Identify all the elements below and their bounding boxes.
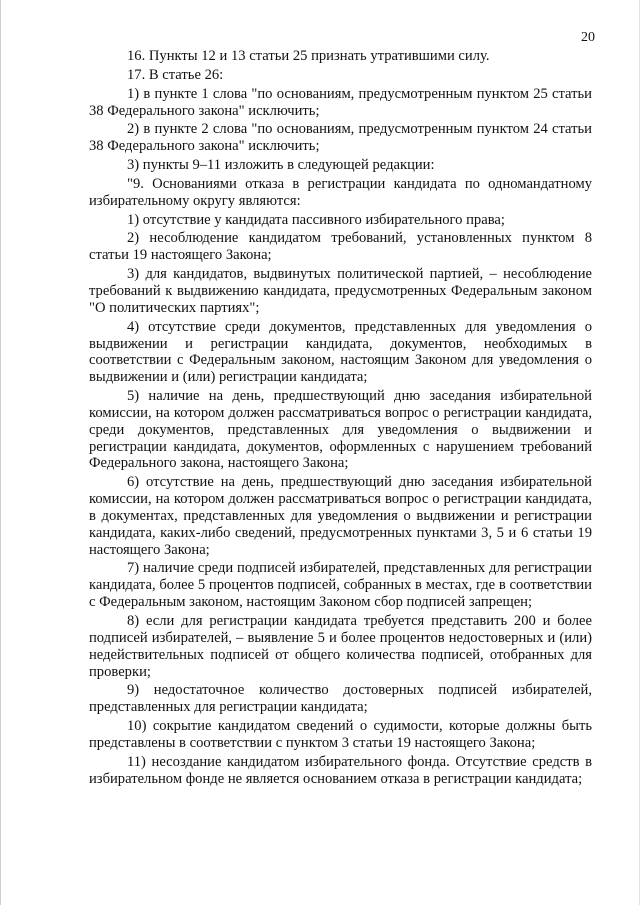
paragraph-ground-9: 9) недостаточное количество достоверных подписей избирателей, представленных для регистрации кандидата; [89, 682, 592, 716]
paragraph-ground-3: 3) для кандидатов, выдвинутых политической партией, – несоблюдение требований к выдвижению кандидата, предусмотренных Федеральным законом "О политических партиях"; [89, 266, 592, 316]
paragraph-point-9-intro: "9. Основаниями отказа в регистрации кандидата по одномандатному избирательному округу являются: [89, 175, 592, 209]
paragraph-ground-1: 1) отсутствие у кандидата пассивного избирательного права; [127, 211, 505, 228]
paragraph-subitem-3: 3) пункты 9–11 изложить в следующей редакции: [127, 157, 435, 174]
paragraph-ground-7: 7) наличие среди подписей избирателей, представленных для регистрации кандидата, более 5 процентов подписей, собранных в местах, где в соответствии с Федеральным законом, настоящим Законом сбор подписей запрещен; [89, 560, 592, 611]
paragraph-subitem-1: 1) в пункте 1 слова "по основаниям, предусмотренным пунктом 25 статьи 38 Федерального закона" исключить; [89, 85, 592, 119]
document-body [89, 48, 592, 789]
paragraph-ground-2: 2) несоблюдение кандидатом требований, установленных пунктом 8 статьи 19 настоящего Закона; [89, 230, 592, 264]
paragraph-ground-10: 10) сокрытие кандидатом сведений о судимости, которые должны быть представлены в соответствии с пунктом 3 статьи 19 настоящего Закона; [89, 718, 592, 751]
paragraph-ground-6: 6) отсутствие на день, предшествующий дню заседания избирательной комиссии, на котором должен рассматриваться вопрос о регистрации кандидата, в документах, представленных для уведомления о выдвижении и регистрации кандидата, каких-либо сведений, предусмотренных пунктами 3, 5 и 6 статьи 19 настоящего Закона; [89, 474, 592, 558]
paragraph-subitem-2: 2) в пункте 2 слова "по основаниям, предусмотренным пунктом 24 статьи 38 Федерального закона" исключить; [89, 121, 592, 155]
paragraph-ground-11: 11) несоздание кандидатом избирательного фонда. Отсутствие средств в избирательном фонде не является основанием отказа в регистрации кандидата; [89, 753, 592, 787]
paragraph-item-16: 16. Пункты 12 и 13 статьи 25 признать утратившими силу. [127, 48, 490, 64]
paragraph-item-17: 17. В статье 26: [127, 66, 224, 83]
page-number: 20 [581, 30, 595, 45]
paragraph-ground-8: 8) если для регистрации кандидата требуется представить 200 и более подписей избирателей, – выявление 5 и более процентов недостоверных и (или) недействительных подписей от общего количества подписей, отобранных для проверки; [89, 613, 592, 680]
paragraph-ground-5: 5) наличие на день, предшествующий дню заседания избирательной комиссии, на котором должен рассматриваться вопрос о регистрации кандидата, среди документов, представленных для уведомления о выдвижении и регистрации кандидата, документов, оформленных с нарушением требований Федерального закона, настоящего Закона; [89, 388, 592, 472]
paragraph-ground-4: 4) отсутствие среди документов, представленных для уведомления о выдвижении и регистрации кандидата, документов, необходимых в соответствии с Федеральным законом, настоящим Законом для уведомления о выдвижении и (или) регистрации кандидата; [89, 318, 592, 386]
